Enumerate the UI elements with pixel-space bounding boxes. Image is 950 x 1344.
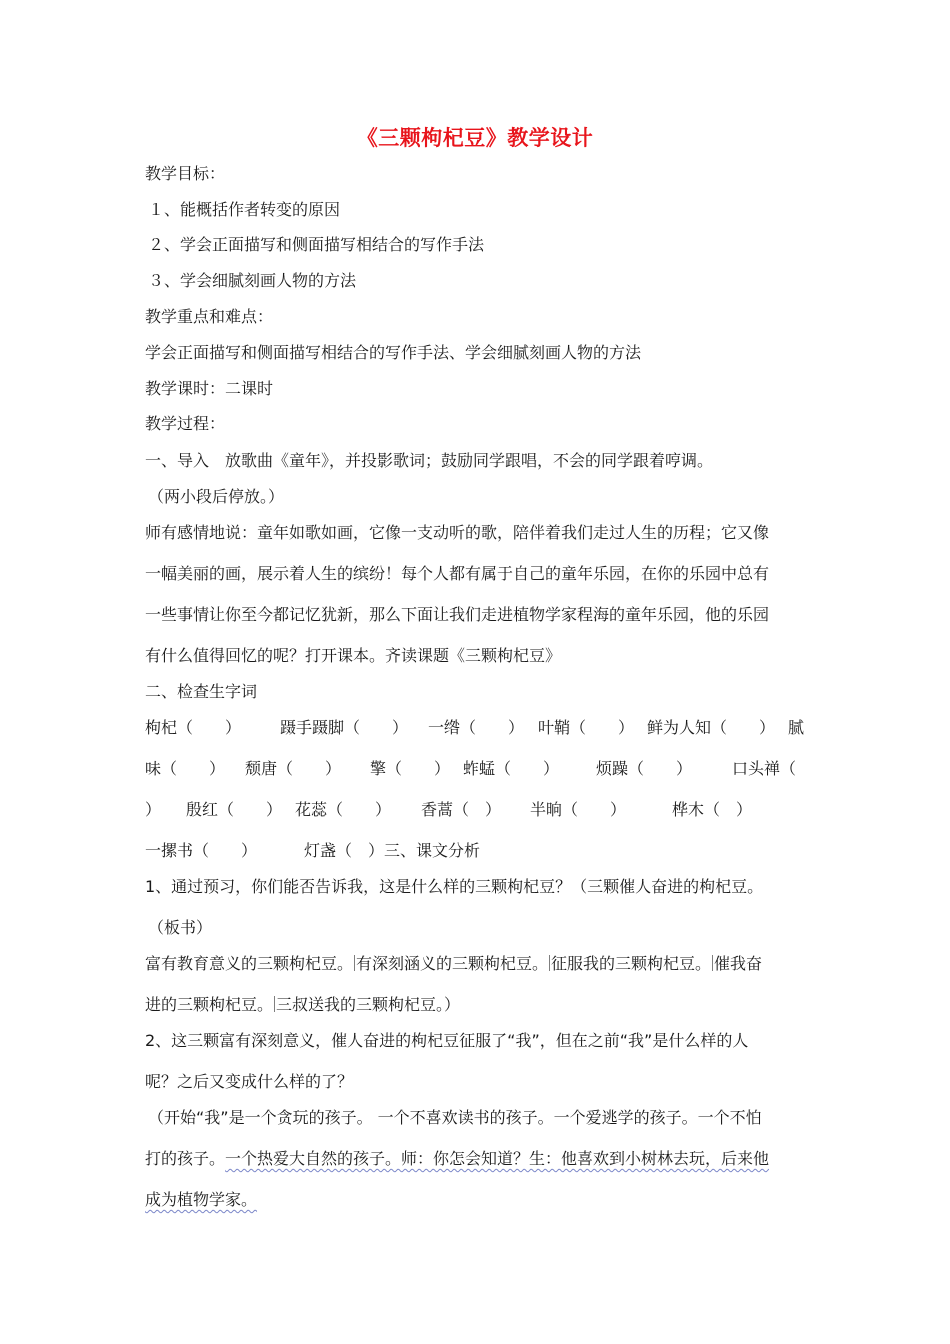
key-points-heading: 教学重点和难点： xyxy=(145,307,274,326)
divider-bar xyxy=(712,955,713,971)
vocab-item: 殷红（ ） xyxy=(186,800,283,819)
board-notes-line xyxy=(145,994,460,1016)
document-title: 《三颗枸杞豆》教学设计 xyxy=(356,126,594,150)
vocab-item: 擎（ ） xyxy=(370,759,451,778)
question-2-line: 呢？之后又变成什么样的了？ xyxy=(145,1072,354,1091)
vocab-item: 花蕊（ ） xyxy=(295,800,392,819)
vocab-item: 桦木（ ） xyxy=(672,800,753,819)
board-note: 催我奋 xyxy=(714,954,763,973)
teacher-paragraph-line: 师有感情地说：童年如歌如画，它像一支动听的歌，陪伴着我们走过人生的历程；它又像 xyxy=(145,523,770,542)
answer-text: 打的孩子。 xyxy=(145,1149,226,1168)
answer-line xyxy=(145,1148,769,1170)
vocab-item: ） xyxy=(145,800,162,819)
vocab-item: 蚱蜢（ ） xyxy=(463,759,560,778)
class-hours: 教学课时：二课时 xyxy=(145,379,274,398)
vocab-heading: 二、检查生字词 xyxy=(145,682,258,701)
board-note: 富有教育意义的三颗枸杞豆。 xyxy=(145,954,354,973)
vocab-item: 一绺（ ） xyxy=(428,718,525,737)
vocab-item: 一摞书（ ） xyxy=(145,841,258,860)
divider-bar xyxy=(549,955,550,971)
divider-bar xyxy=(274,996,275,1012)
vocab-item: 枸杞（ ） xyxy=(145,718,242,737)
vocab-item: 腻 xyxy=(788,718,805,737)
intro-note: （两小段后停放。） xyxy=(148,487,285,506)
vocab-item: 烦躁（ ） xyxy=(596,759,693,778)
objective-item: １、能概括作者转变的原因 xyxy=(148,200,341,219)
objective-item: ２、学会正面描写和侧面描写相结合的写作手法 xyxy=(148,235,485,254)
objective-item: ３、学会细腻刻画人物的方法 xyxy=(148,271,357,290)
vocab-item: 味（ ） xyxy=(145,759,226,778)
vocab-item: 蹑手蹑脚（ ） xyxy=(280,718,409,737)
question-1: 1、通过预习，你们能否告诉我，这是什么样的三颗枸杞豆？（三颗催人奋进的枸杞豆。 xyxy=(145,877,764,896)
vocab-item: 口头禅（ xyxy=(732,759,797,778)
intro-line: 一、导入 放歌曲《童年》，并投影歌词；鼓励同学跟唱，不会的同学跟着哼调。 xyxy=(145,451,714,470)
vocab-item: 半晌（ ） xyxy=(530,800,627,819)
teacher-paragraph-line: 一幅美丽的画，展示着人生的缤纷！每个人都有属于自己的童年乐园，在你的乐园中总有 xyxy=(145,564,770,583)
answer-line xyxy=(145,1189,257,1211)
vocab-item: 叶鞘（ ） xyxy=(538,718,635,737)
vocab-item: 香蒿（ ） xyxy=(421,800,502,819)
answer-line: （开始“我”是一个贪玩的孩子。 一个不喜欢读书的孩子。一个爱逃学的孩子。一个不怕 xyxy=(148,1108,762,1127)
question-2-line: 2、这三颗富有深刻意义，催人奋进的枸杞豆征服了“我”，但在之前“我”是什么样的人 xyxy=(145,1031,749,1050)
board-note: 征服我的三颗枸杞豆。 xyxy=(551,954,712,973)
board-note: 进的三颗枸杞豆。 xyxy=(145,995,274,1014)
vocab-item: 灯盏（ ）三、课文分析 xyxy=(304,841,481,860)
vocab-item: 鲜为人知（ ） xyxy=(647,718,776,737)
board-note: 有深刻涵义的三颗枸杞豆。 xyxy=(356,954,549,973)
objectives-heading: 教学目标： xyxy=(145,164,226,183)
process-heading: 教学过程： xyxy=(145,414,226,433)
teacher-paragraph-line: 一些事情让你至今都记忆犹新，那么下面让我们走进植物学家程海的童年乐园，他的乐园 xyxy=(145,605,770,624)
key-points-text: 学会正面描写和侧面描写相结合的写作手法、学会细腻刻画人物的方法 xyxy=(145,343,642,362)
answer-text-underlined: 一个热爱大自然的孩子。师：你怎会知道？生：他喜欢到小树林去玩，后来他 xyxy=(225,1149,770,1168)
board-note: 三叔送我的三颗枸杞豆。） xyxy=(276,995,461,1014)
teacher-paragraph-line: 有什么值得回忆的呢？打开课本。齐读课题《三颗枸杞豆》 xyxy=(145,646,562,665)
board-notes-line xyxy=(145,953,762,975)
answer-text-underlined: 成为植物学家。 xyxy=(145,1190,258,1209)
divider-bar xyxy=(354,955,355,971)
vocab-item: 颓唐（ ） xyxy=(245,759,342,778)
question-1-note: （板书） xyxy=(148,918,213,937)
